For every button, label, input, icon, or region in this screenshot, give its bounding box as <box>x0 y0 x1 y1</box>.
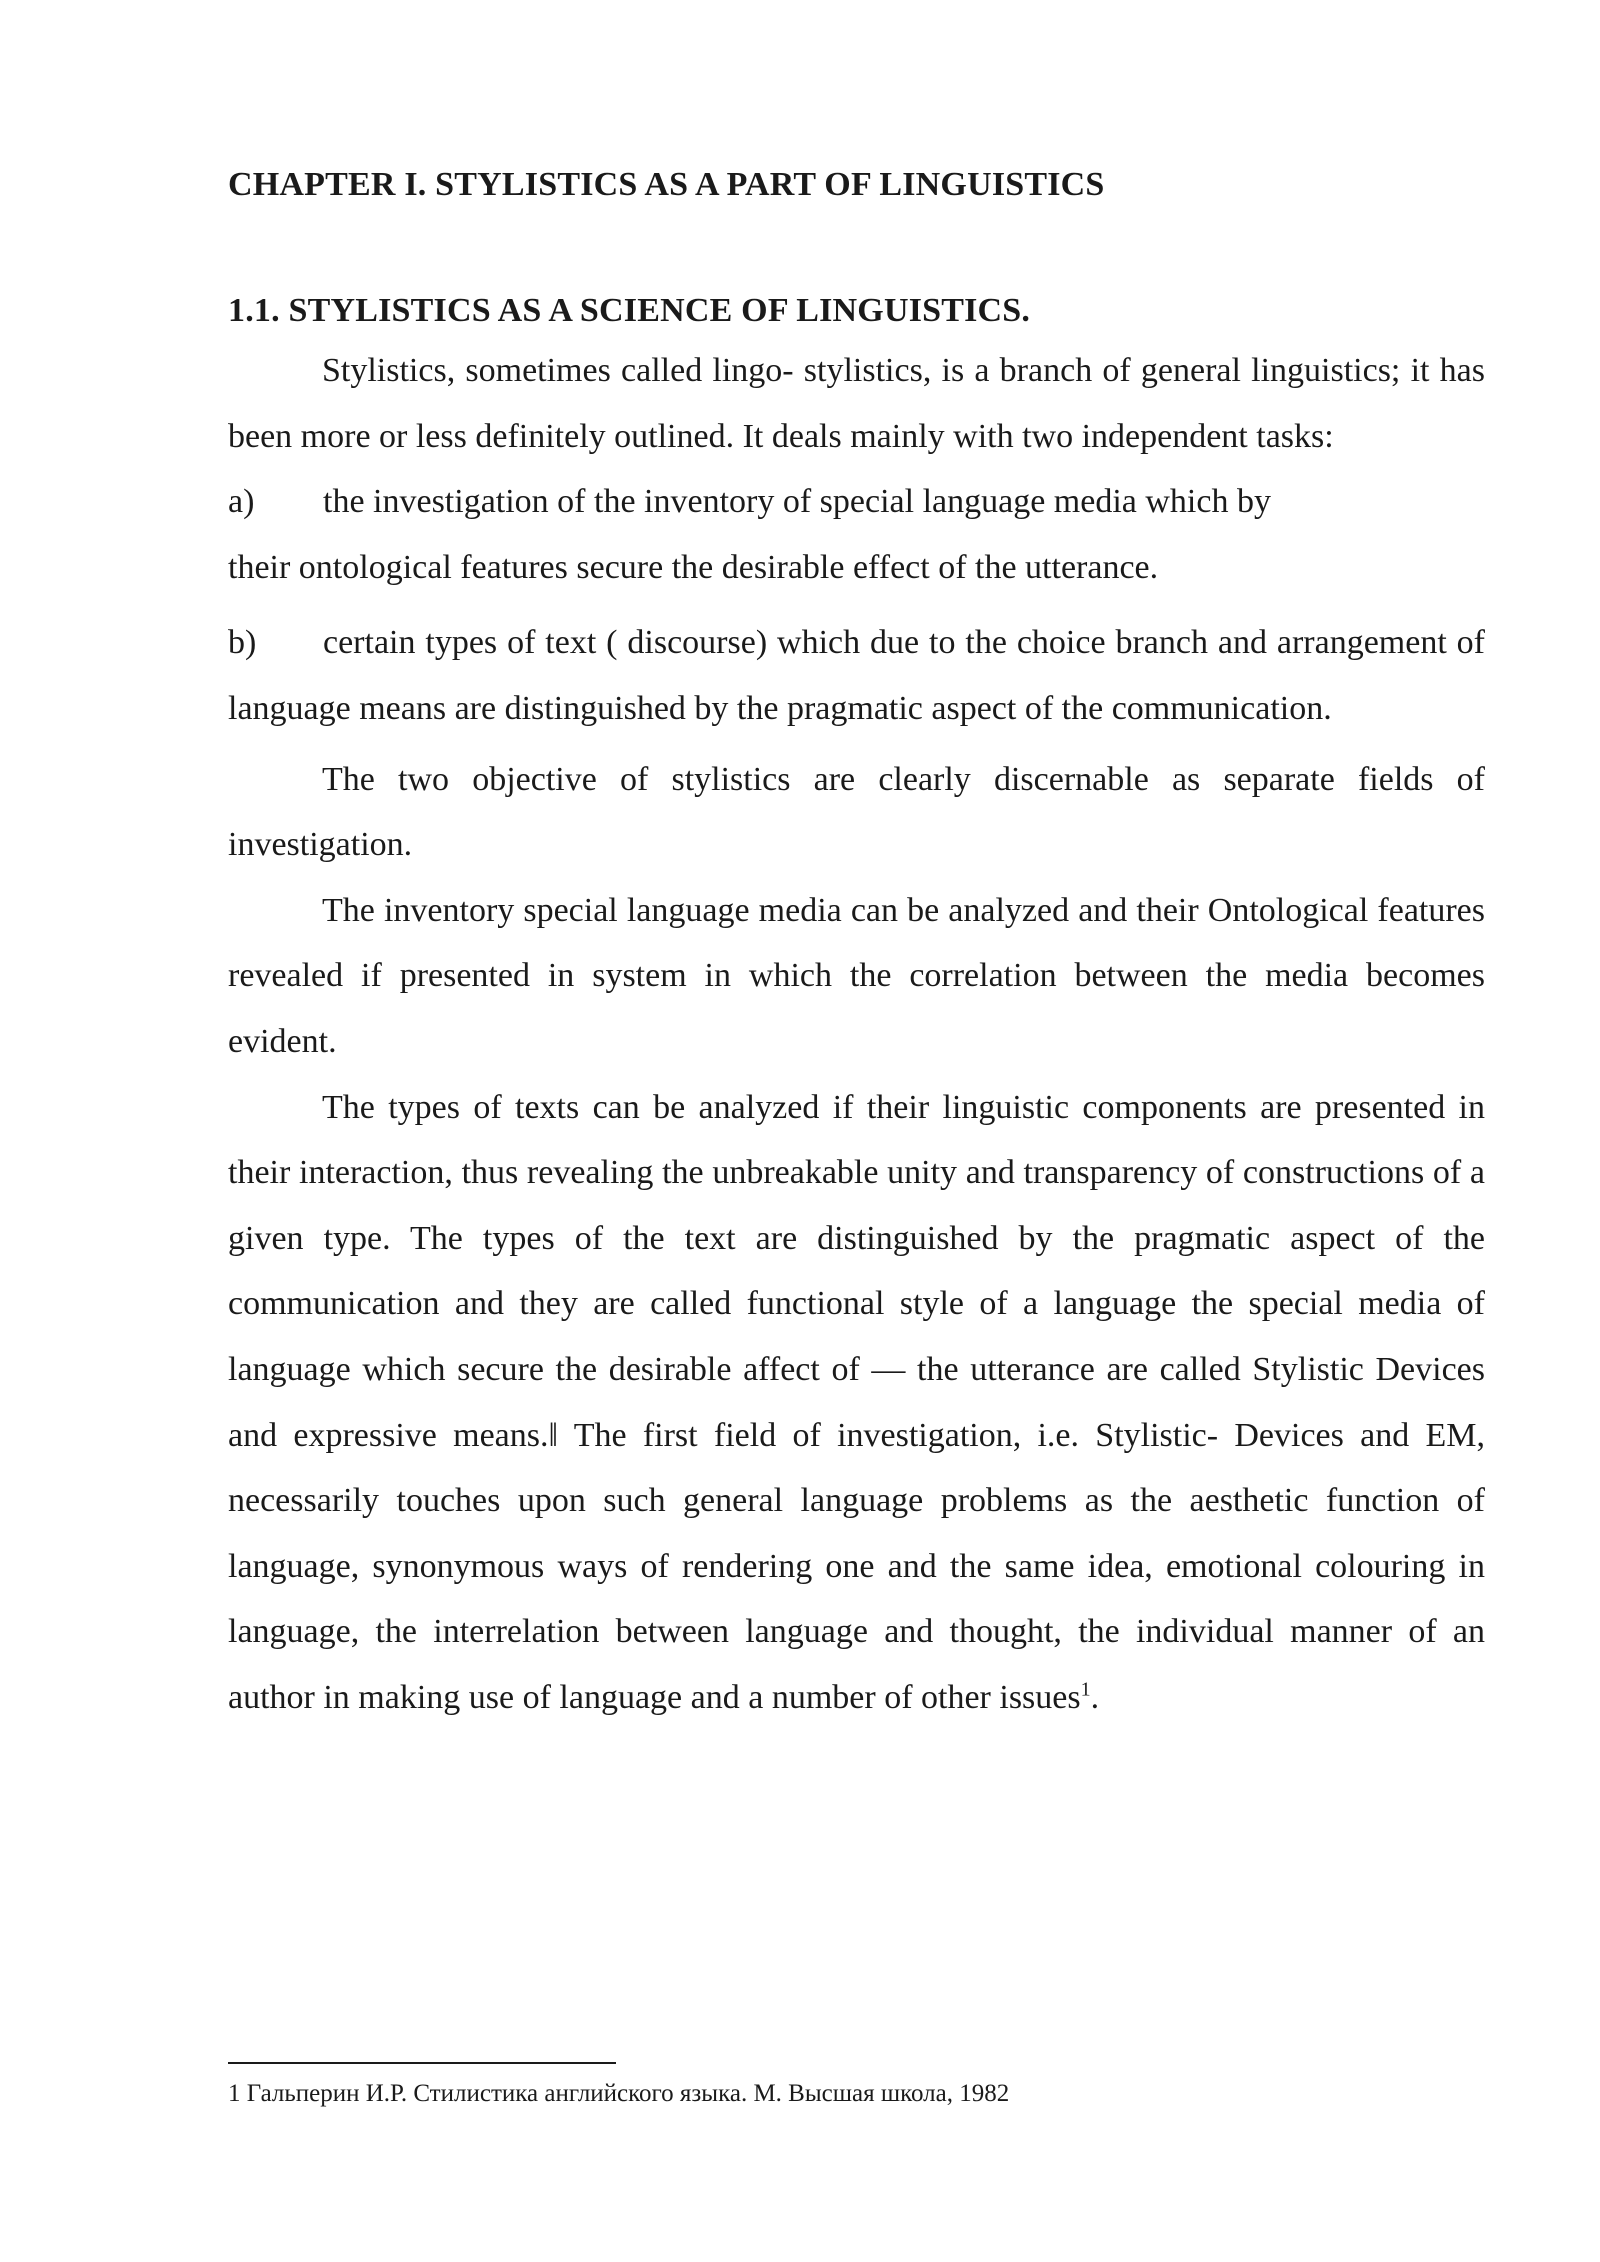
list-marker-a: a) <box>228 483 255 521</box>
paragraph-types-end: . <box>1090 1678 1100 1716</box>
paragraph-types-text: The types of texts can be analyzed if their linguistic components are presented in their interaction, thus revealing the unbreakable unity and transparency of constructions of a given type. The types of the text are distinguished by the pragmatic aspect of the communication and they are called functional style of a language the special media of language which secure the desirable affect of — the utterance are called Stylistic Devices and expressive means.‖ The first field of investigation, i.e. Stylistic- Devices and EM, necessarily touches upon such general language problems as the aesthetic function of language, synonymous ways of rendering one and the same idea, emotional colouring in language, the interrelation between language and thought, the individual manner of an author in making use of language and a number of other issues <box>228 1088 1485 1716</box>
paragraph-types <box>228 1075 1485 1731</box>
footnote-separator <box>228 2062 616 2064</box>
footnote-reference[interactable]: 1 <box>1080 1678 1091 1701</box>
list-marker-b: b) <box>228 624 257 662</box>
list-item-b <box>228 610 1485 741</box>
list-text-a-continuation: their ontological features secure the desirable effect of the utterance. <box>228 548 1159 586</box>
chapter-title: CHAPTER I. STYLISTICS AS A PART OF LINGUISTICS <box>228 166 1105 203</box>
paragraph-inventory: The inventory special language media can be analyzed and their Ontological features revealed if presented in system in which the correlation between the media becomes evident. <box>228 891 1485 1060</box>
section-title: 1.1. STYLISTICS AS A SCIENCE OF LINGUISTICS. <box>228 292 1031 329</box>
list-text-a: the investigation of the inventory of special language media which by <box>323 483 1271 521</box>
paragraph-intro: Stylistics, sometimes called lingo- stylistics, is a branch of general linguistics; it has been more or less definitely outlined. It deals mainly with two independent tasks: <box>228 352 1485 455</box>
list-item-a <box>228 469 1485 600</box>
list-text-b: certain types of text ( discourse) which due to the choice branch and arrangement of language means are distinguished by the pragmatic aspect of the communication. <box>228 624 1485 727</box>
paragraph-objectives: The two objective of stylistics are clearly discernable as separate fields of investigation. <box>228 760 1485 864</box>
footnote-text: 1 Гальперин И.Р. Стилистика английского языка. М. Высшая школа, 1982 <box>228 2080 1010 2107</box>
